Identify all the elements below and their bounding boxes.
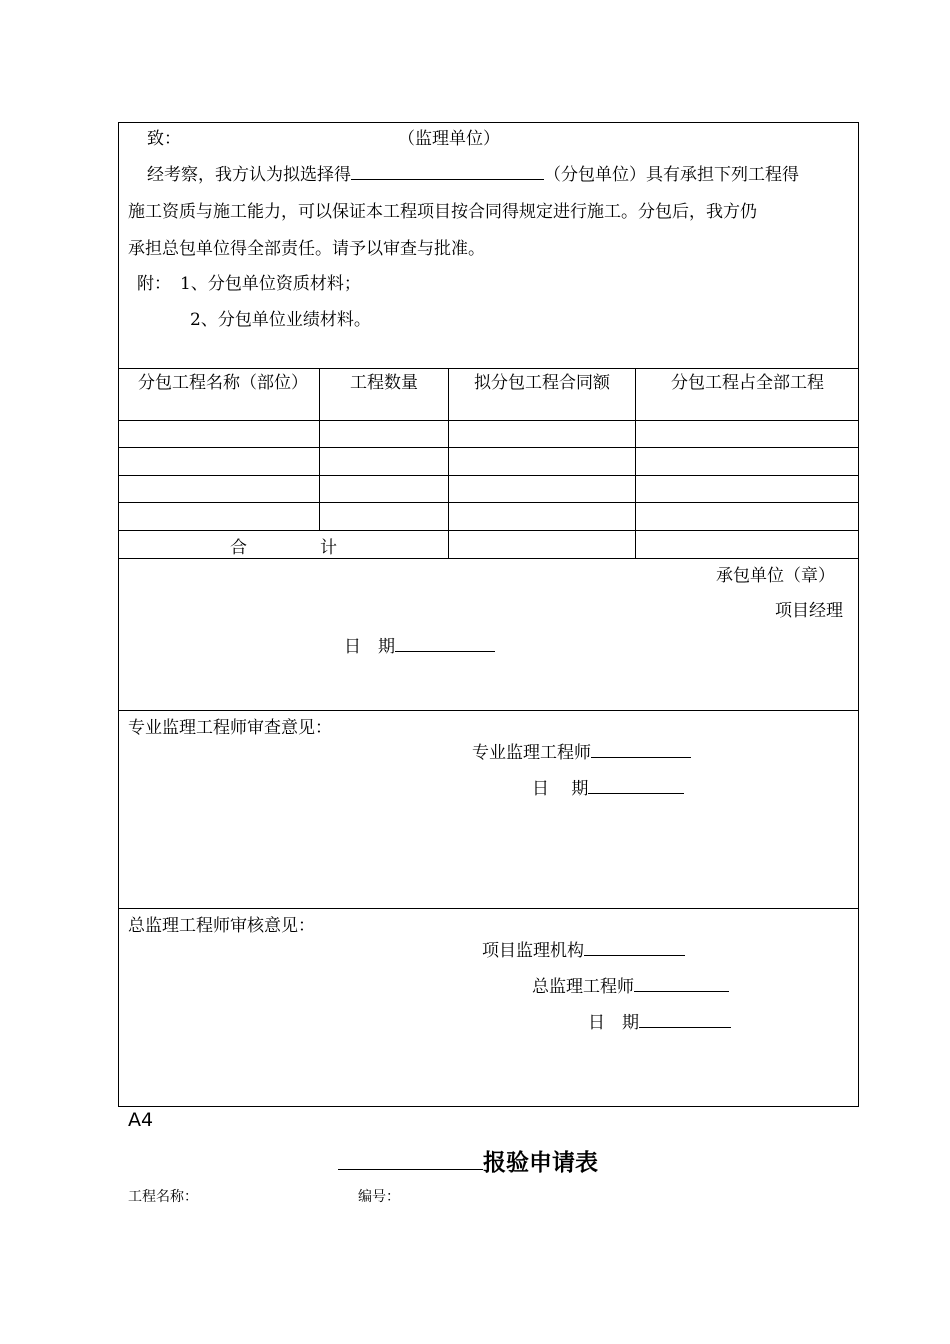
chief-engineer-sign	[532, 972, 729, 997]
table-bottom-line	[118, 558, 859, 559]
supervision-org-blank[interactable]	[584, 938, 685, 956]
form-title-blank[interactable]	[338, 1141, 483, 1170]
intro-para-start: 经考察，我方认为拟选择得	[147, 165, 351, 185]
table-col-line	[448, 368, 449, 558]
table-header-percentage: 分包工程占全部工程	[671, 373, 824, 393]
attach-label: 附：	[137, 274, 171, 294]
section-divider	[118, 908, 859, 909]
table-header-name: 分包工程名称（部位）	[138, 373, 308, 393]
intro-sub-unit: （分包单位）具有承担下列工程得	[544, 165, 799, 185]
total-label-b: 计	[320, 538, 337, 558]
total-label-a: 合	[230, 538, 247, 558]
supervision-org-sign	[482, 936, 685, 961]
table-header-quantity: 工程数量	[350, 373, 418, 393]
specialist-engineer-sign	[472, 738, 691, 763]
table-row-line	[118, 447, 859, 448]
form-title: 报验申请表	[483, 1149, 598, 1176]
specialist-date-label: 日 期	[532, 779, 589, 799]
specialist-engineer-label: 专业监理工程师	[472, 743, 591, 763]
to-label: 致：	[147, 129, 181, 149]
table-row-line	[118, 530, 859, 531]
supervisor-unit-label: （监理单位）	[398, 129, 500, 149]
chief-review-title: 总监理工程师审核意见：	[128, 916, 315, 936]
table-row-line	[118, 502, 859, 503]
intro-line-3: 承担总包单位得全部责任。请予以审查与批准。	[128, 239, 485, 259]
chief-date-blank[interactable]	[639, 1010, 731, 1028]
project-name-label: 工程名称：	[128, 1189, 198, 1205]
contractor-date-blank[interactable]	[395, 634, 495, 652]
table-header-bottom-line	[118, 420, 859, 421]
supervision-org-label: 项目监理机构	[482, 941, 584, 961]
specialist-engineer-blank[interactable]	[591, 740, 691, 758]
chief-date-label: 日 期	[588, 1013, 639, 1033]
table-header-contract-amount: 拟分包工程合同额	[474, 373, 610, 393]
project-manager-label: 项目经理	[775, 601, 843, 621]
table-col-line	[635, 368, 636, 558]
attach-item-2: 2、分包单位业绩材料。	[190, 310, 371, 330]
subcontractor-blank[interactable]	[351, 162, 544, 180]
table-row-line	[118, 475, 859, 476]
chief-engineer-blank[interactable]	[634, 974, 729, 992]
contractor-seal-label: 承包单位（章）	[716, 566, 835, 586]
form-code: A4	[128, 1109, 154, 1131]
section-divider	[118, 710, 859, 711]
form-number-label: 编号：	[358, 1189, 400, 1205]
specialist-date	[532, 774, 684, 799]
next-form-title-row	[338, 1141, 598, 1177]
specialist-date-blank[interactable]	[588, 776, 684, 794]
contractor-date	[344, 632, 495, 657]
table-top-line	[118, 368, 859, 369]
chief-date	[588, 1008, 731, 1033]
attach-item-1: 1、分包单位资质材料；	[180, 274, 361, 294]
chief-engineer-label: 总监理工程师	[532, 977, 634, 997]
intro-line-1	[147, 160, 799, 185]
contractor-date-label: 日 期	[344, 637, 395, 657]
intro-line-2: 施工资质与施工能力，可以保证本工程项目按合同得规定进行施工。分包后，我方仍	[128, 202, 757, 222]
specialist-review-title: 专业监理工程师审查意见：	[128, 718, 332, 738]
